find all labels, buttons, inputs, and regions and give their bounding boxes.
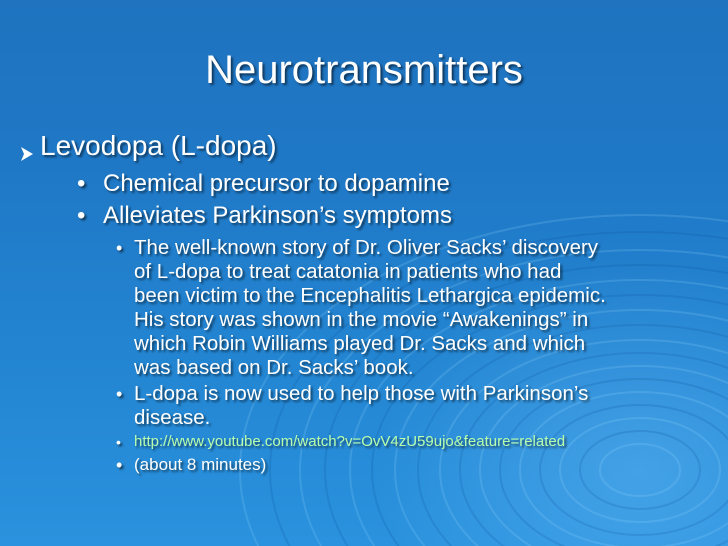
bullet-level2-precursor: [77, 169, 703, 199]
dot-bullet-icon: •: [116, 434, 121, 450]
bullet-level3-duration: [116, 454, 699, 476]
youtube-link[interactable]: http://www.youtube.com/watch?v=OvV4zU59ujo&feature=related: [134, 433, 566, 450]
sacks-story-line: The well-known story of Dr. Oliver Sacks’ discovery: [134, 236, 599, 259]
arrow-bullet-icon: [20, 129, 34, 163]
dot-bullet-icon: •: [116, 455, 123, 475]
bullet-level2-text: Chemical precursor to dopamine: [103, 170, 450, 197]
dot-bullet-icon: •: [77, 202, 86, 229]
duration-text: (about 8 minutes): [134, 455, 267, 474]
ldopa-use-line: disease.: [134, 406, 211, 429]
sacks-story-line: His story was shown in the movie “Awakenings” in: [134, 308, 589, 331]
sacks-story-line: was based on Dr. Sacks’ book.: [134, 356, 414, 379]
sacks-story-line: which Robin Williams played Dr. Sacks and which: [134, 332, 586, 355]
bullet-level1-levodopa: [40, 129, 700, 163]
bullet-level3-youtube-link: [116, 432, 699, 452]
bullet-level3-sacks-story: [116, 236, 699, 380]
bullet-level2-parkinsons: [77, 201, 703, 231]
sacks-story-line: of L-dopa to treat catatonia in patients who had: [134, 260, 562, 283]
bullet-level1-text: Levodopa (L-dopa): [40, 130, 277, 161]
slide-title: Neurotransmitters: [205, 48, 523, 92]
ldopa-use-line: L-dopa is now used to help those with Parkinson’s: [134, 382, 589, 405]
bullet-level3-ldopa-use: [116, 382, 699, 430]
dot-bullet-icon: •: [116, 384, 123, 404]
sacks-story-line: been victim to the Encephalitis Lethargica epidemic.: [134, 284, 606, 307]
dot-bullet-icon: •: [77, 170, 86, 197]
dot-bullet-icon: •: [116, 238, 123, 258]
bullet-level2-text: Alleviates Parkinson’s symptoms: [103, 202, 453, 229]
